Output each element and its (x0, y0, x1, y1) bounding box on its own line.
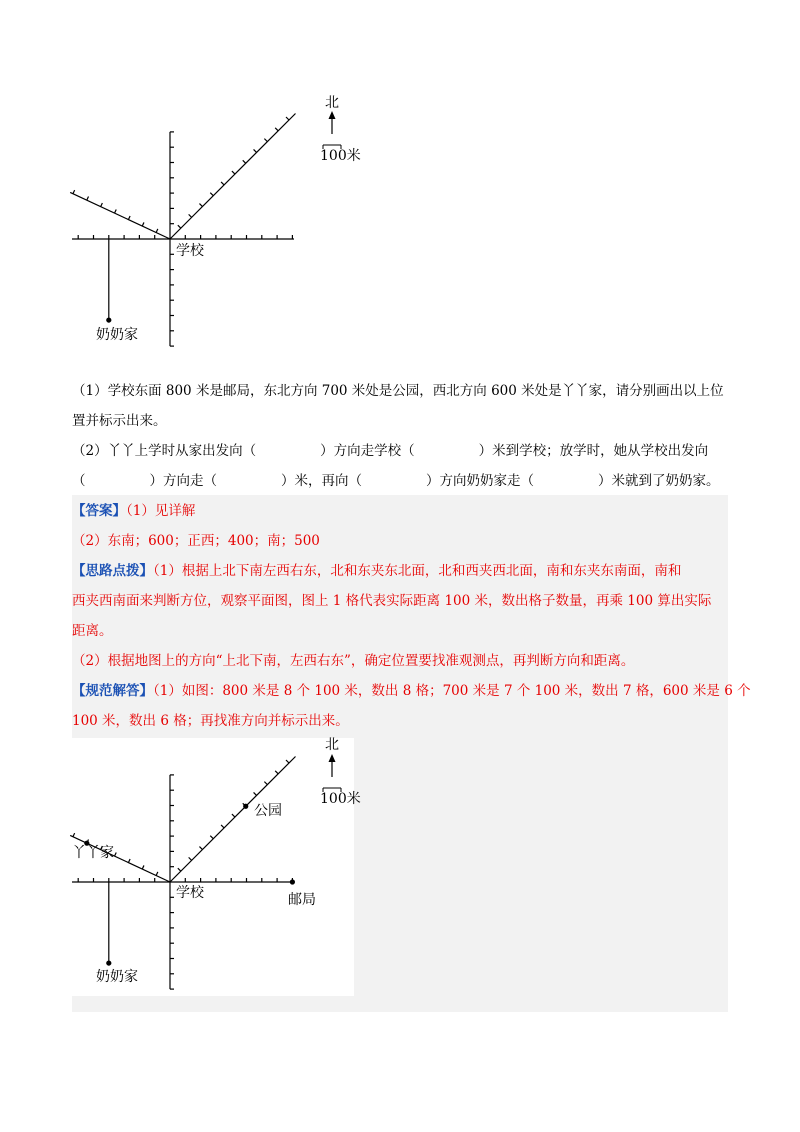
solution-1a: （1）如图：800 米是 8 个 100 米，数出 8 格；700 米是 7 个 100 米，数出 7 格，600 米是 6 个 (153, 683, 751, 699)
post-office-dot (290, 879, 295, 884)
figure-2-park-label: 公园 (254, 803, 282, 819)
answer-1: （1）见详解 (126, 503, 196, 519)
answer-line-2: （2）东南；600；正西；400；南；500 (72, 533, 320, 549)
q4-part-1: （ (72, 473, 86, 489)
q3-part-3: ）米到学校；放学时，她从学校出发向 (478, 443, 709, 459)
figure-1-school-label: 学校 (176, 243, 204, 259)
ne-tick (275, 771, 278, 774)
solution-line-2: 100 米，数出 6 格；再找准方向并标示出来。 (72, 713, 349, 729)
figure-2-scale-label: 100米 (320, 791, 361, 807)
q3-part-2: ）方向走学校（ (320, 443, 415, 459)
figure-2-yaya-home-label: 丫丫家 (72, 845, 114, 861)
ne-tick (221, 825, 224, 828)
q4-part-5: ）米就到了奶奶家。 (598, 473, 720, 489)
park-dot (243, 804, 248, 809)
figure-1-scale-label: 100米 (320, 148, 361, 164)
ne-tick (199, 847, 202, 850)
grandma-home-dot (106, 960, 111, 965)
q4-part-4: ）方向奶奶家走（ (426, 473, 534, 489)
hint-1a: （1）根据上北下南左西右东，北和东夹东北面，北和西夹西北面，南和东夹东南面，南和 (153, 563, 682, 579)
question-line-1: （1）学校东面 800 米是邮局，东北方向 700 米处是公园，西北方向 600 米处是丫丫家，请分别画出以上位 (72, 383, 724, 399)
nw-tick (142, 865, 144, 869)
q4-part-3: ）米，再向（ (281, 473, 362, 489)
ne-tick (232, 814, 235, 817)
hint-tag: 【思路点拨】 (72, 563, 153, 579)
figure-1-north-label: 北 (325, 95, 339, 111)
question-line-2: 置并标示出来。 (72, 413, 167, 429)
ne-tick (264, 782, 267, 785)
north-arrow-head (329, 754, 336, 762)
figure-1-grandma-label: 奶奶家 (96, 327, 138, 343)
nw-tick (115, 852, 117, 856)
ne-tick (286, 760, 289, 763)
northeast-ray (170, 757, 295, 882)
figure-2-north-label: 北 (325, 737, 339, 753)
ne-tick (210, 836, 213, 839)
q4-part-2: ）方向走（ (149, 473, 217, 489)
figure-2-grandma-label: 奶奶家 (96, 969, 138, 985)
nw-tick (128, 859, 130, 863)
nw-tick (73, 833, 75, 837)
q3-part-1: （2）丫丫上学时从家出发向（ (72, 443, 257, 459)
ne-tick (178, 868, 181, 871)
answer-tag: 【答案】 (72, 503, 126, 519)
solution-tag: 【规范解答】 (72, 683, 153, 699)
hint-line-3: 距离。 (72, 623, 113, 639)
ne-tick (254, 792, 257, 795)
ne-tick (189, 857, 192, 860)
hint-line-2: 西夹西南面来判断方位，观察平面图，图上 1 格代表实际距离 100 米，数出格子数量，再乘 100 算出实际 (72, 593, 712, 609)
hint-line-4: （2）根据地图上的方向“上北下南，左西右东”，确定位置要找准观测点，再判断方向和距离。 (72, 653, 635, 669)
figure-2-school-label: 学校 (176, 885, 204, 901)
nw-tick (156, 872, 158, 876)
figure-2-post-office-label: 邮局 (288, 892, 316, 908)
